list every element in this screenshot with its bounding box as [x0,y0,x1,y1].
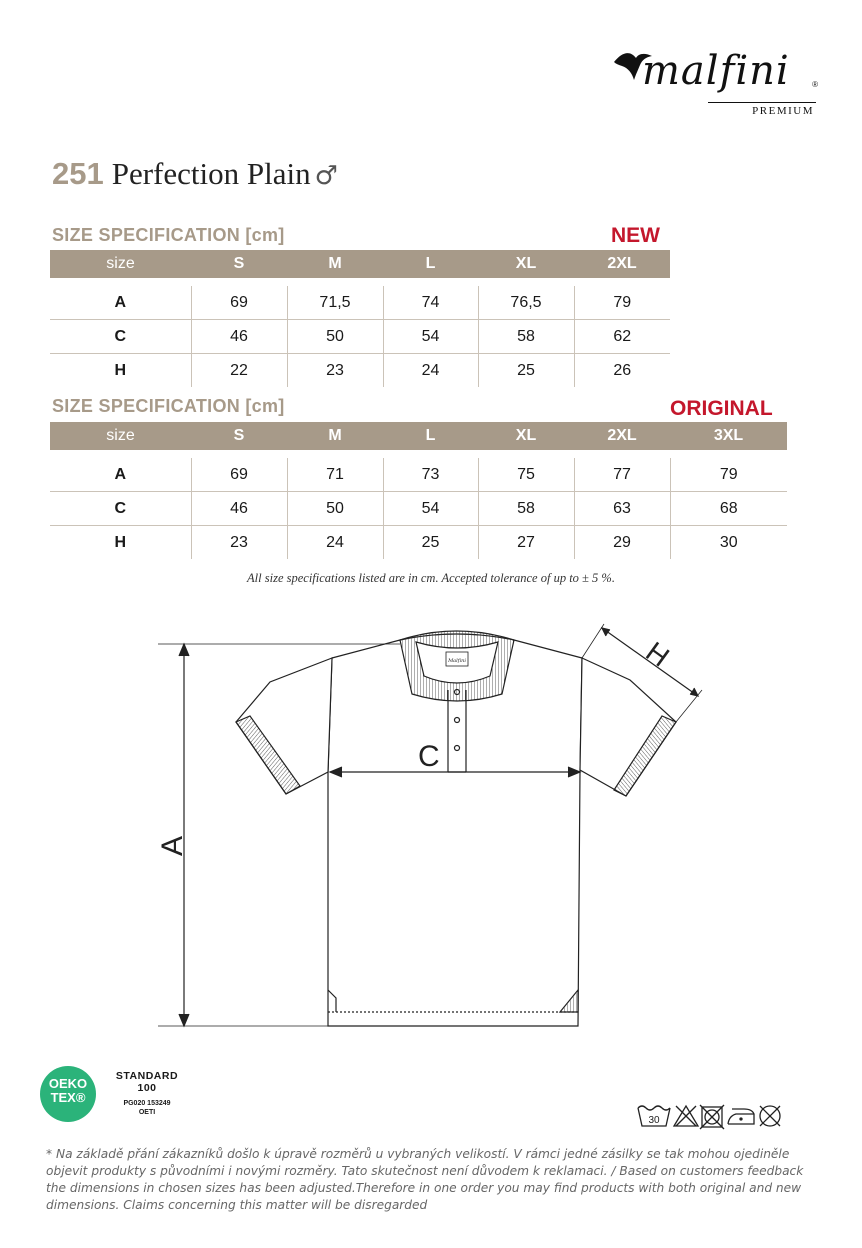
table-cell: 46 [191,492,287,526]
product-number: 251 [52,156,104,191]
table-cell: 27 [478,526,574,560]
table-row [50,354,670,388]
table-row [50,320,670,354]
header-xl: XL [478,422,574,450]
standard-line2: 100 [137,1082,157,1094]
row-label-a: A [50,458,191,492]
logo-rule [708,102,816,103]
brand-subline: PREMIUM [752,105,814,117]
header-size: size [50,250,191,278]
table-new-title: SIZE SPECIFICATION [cm] [52,225,285,245]
row-label-c: C [50,320,191,354]
table-cell: 79 [670,458,787,492]
table-cell: 22 [191,354,287,388]
table-cell: 23 [191,526,287,560]
table-cell: 24 [287,526,383,560]
table-row [50,286,670,320]
row-label-c: C [50,492,191,526]
table-cell: 30 [670,526,787,560]
oeko-code-block [102,1099,192,1117]
care-symbols [636,1100,812,1130]
table-cell: 50 [287,320,383,354]
table-cell: 68 [670,492,787,526]
table-cell: 73 [383,458,478,492]
dimension-label-a: A [156,835,189,857]
dimension-label-c: C [418,740,440,773]
table-cell: 25 [478,354,574,388]
wash-temp-label: 30 [648,1115,660,1126]
oeko-tex-logo [40,1066,96,1122]
badge-original: ORIGINAL [670,397,773,420]
polo-shirt-diagram [150,620,710,1040]
certificate-institute: OETI [138,1109,156,1116]
table-cell: 58 [478,492,574,526]
table-cell: 50 [287,492,383,526]
table-cell: 24 [383,354,478,388]
table-cell: 63 [574,492,670,526]
male-symbol-icon: ♂ [314,161,338,191]
no-bleach-icon [674,1106,698,1126]
dimension-label-h: H [640,635,675,673]
header-l: L [383,250,478,278]
no-dry-clean-icon [760,1106,780,1126]
table-cell: 54 [383,320,478,354]
row-label-h: H [114,361,127,379]
table-cell: 25 [383,526,478,560]
product-name: Perfection Plain [111,156,311,191]
table-cell: 23 [287,354,383,388]
table-cell: 76,5 [478,286,574,320]
table-cell: 71,5 [287,286,383,320]
badge-new: NEW [611,224,660,247]
row-label-h: H [114,533,127,551]
header-3xl: 3XL [670,422,787,450]
table-cell: 69 [191,458,287,492]
table-cell: 54 [383,492,478,526]
wash-30-icon [638,1106,670,1126]
header-2xl: 2XL [574,250,670,278]
size-table-new [50,250,670,387]
table-original-title: SIZE SPECIFICATION [cm] [52,396,285,416]
no-tumble-dry-icon [700,1105,724,1129]
size-table-original [50,422,787,559]
table-cell: 74 [383,286,478,320]
oeko-standard [102,1070,192,1094]
table-row [50,458,787,492]
brand-wordmark: malfini [642,48,790,94]
row-label-a: A [50,286,191,320]
header-2xl: 2XL [574,422,670,450]
header-s: S [191,422,287,450]
iron-low-icon [728,1109,754,1124]
header-xl: XL [478,250,574,278]
header-size: size [50,422,191,450]
header-m: M [287,422,383,450]
table-cell: 79 [574,286,670,320]
table-cell: 69 [191,286,287,320]
table-cell: 29 [574,526,670,560]
table-row [50,492,787,526]
table-cell: 62 [574,320,670,354]
product-title [52,156,338,192]
tolerance-note: All size specifications listed are in cm. Accepted tolerance of up to ± 5 %. [247,571,615,585]
oeko-logo-line2: TEX® [50,1090,86,1105]
table-row [50,526,787,560]
collar-logo-text: Malfini [448,658,466,664]
header-m: M [287,250,383,278]
header-l: L [383,422,478,450]
brand-logo [612,44,818,120]
footnote: * Na základě přání zákazníků došlo k úpravě rozměrů u vybraných velikostí. V rámci jedné zásilky se tak mohou ojediněle objevit produkty s původními i novými rozměry. Tato skutečnost není důvodem k reklamaci. / Based on customers feedback the dimensions in chosen sizes has been adjusted.Therefore in one order you may find products with both original and new dimensions. Claims concerning this matter will be disregarded [46,1147,804,1212]
standard-line1: STANDARD [115,1070,179,1082]
table-cell: 26 [574,354,670,388]
table-cell: 77 [574,458,670,492]
table-cell: 75 [478,458,574,492]
oeko-logo-line1: OEKO [48,1076,88,1091]
table-cell: 58 [478,320,574,354]
brand-reg-mark: ® [812,80,818,89]
table-cell: 71 [287,458,383,492]
certificate-code: PG020 153249 [123,1100,171,1107]
table-cell: 46 [191,320,287,354]
header-s: S [191,250,287,278]
